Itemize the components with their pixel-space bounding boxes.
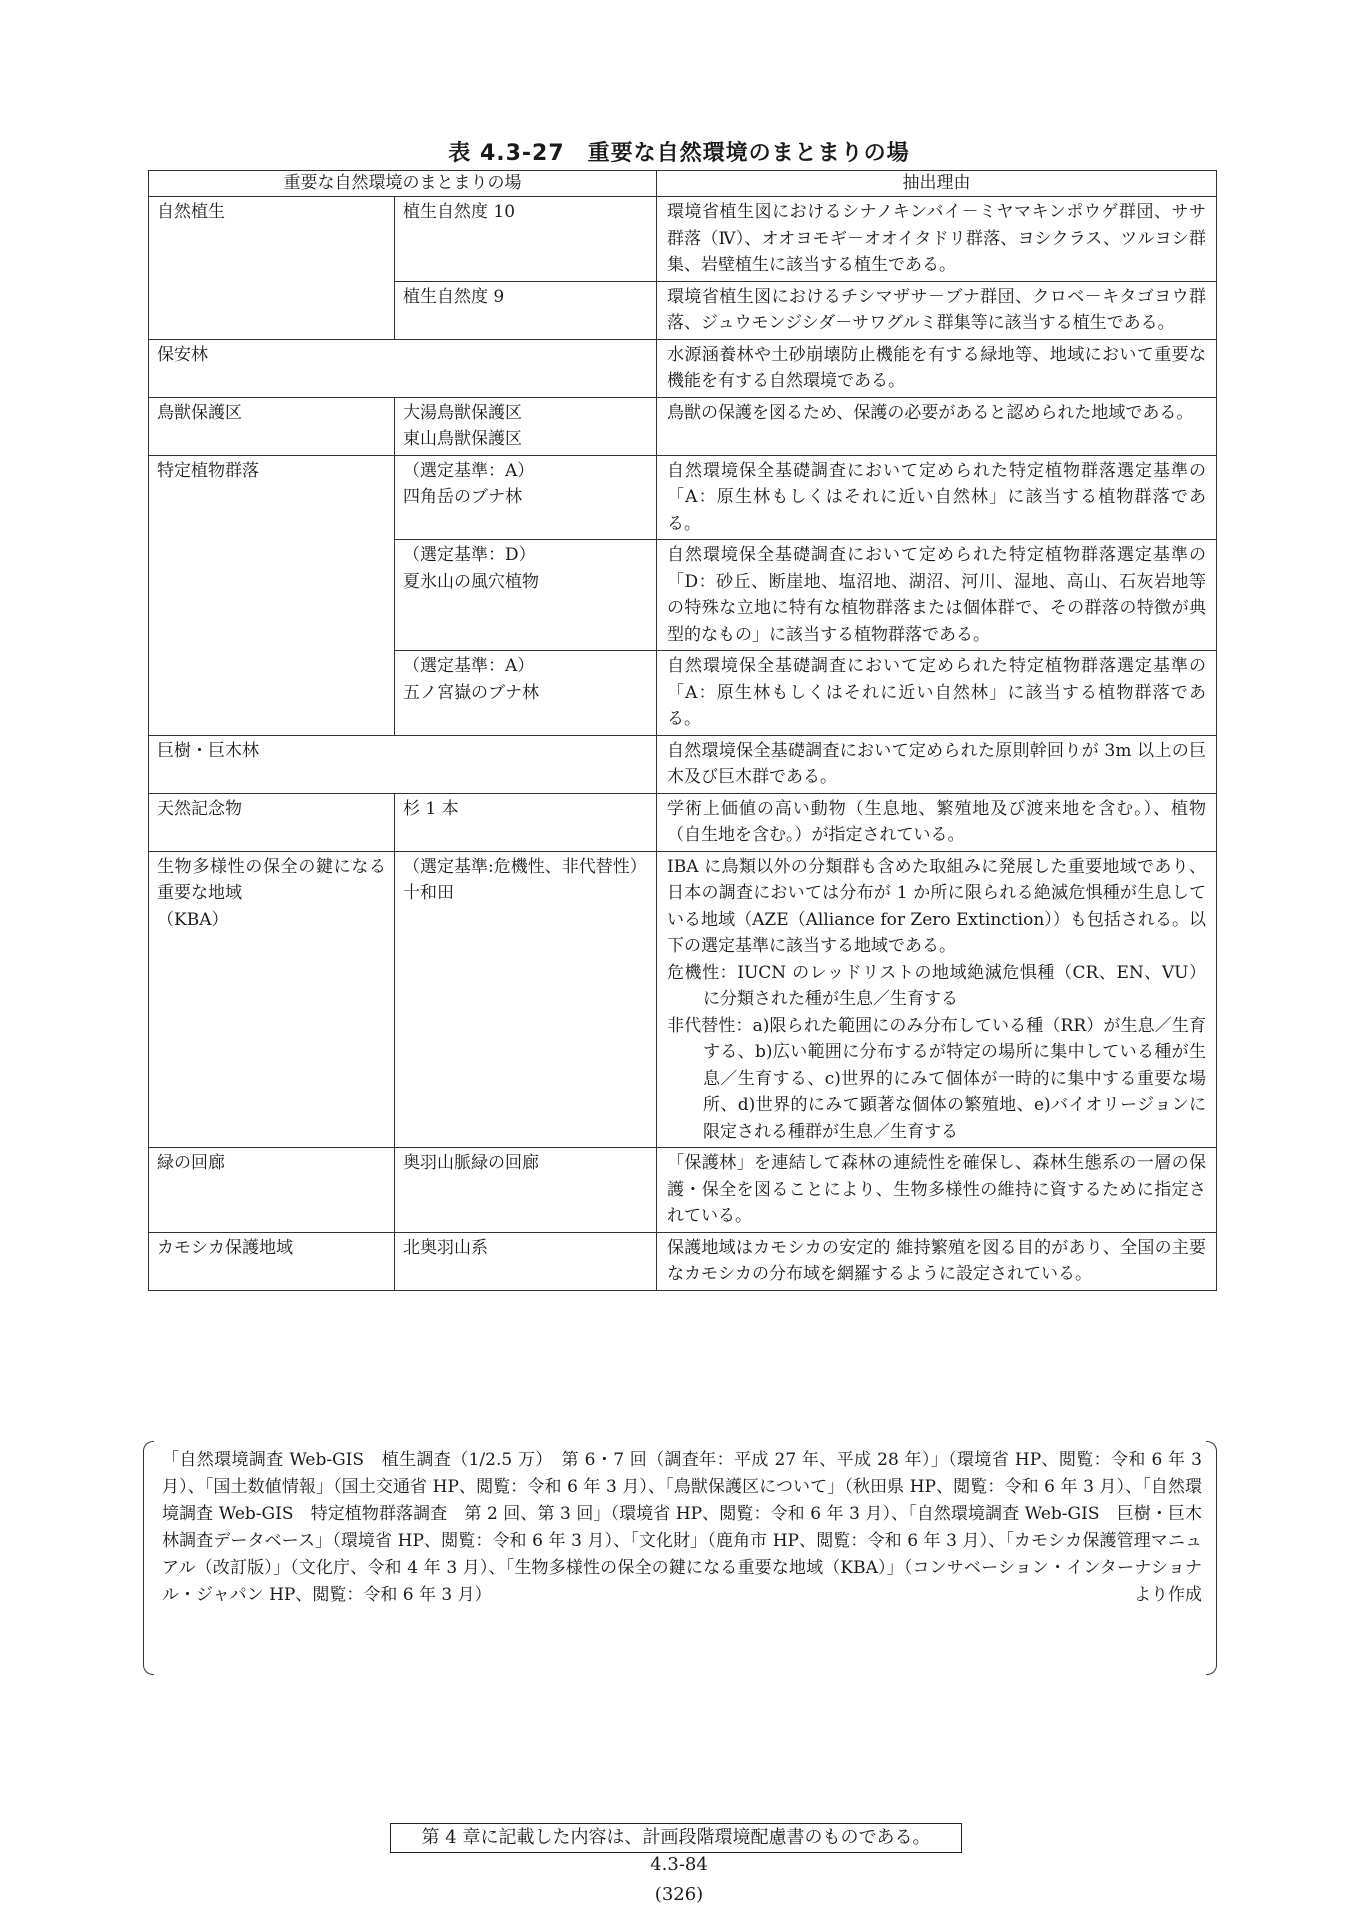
chapter-notice: 第 4 章に記載した内容は、計画段階環境配慮書のものである。 [390, 1823, 962, 1853]
category-cell: 特定植物群落 [149, 455, 395, 735]
category-cell: 巨樹・巨木林 [149, 735, 657, 793]
table-row [149, 735, 1217, 793]
reason-cell: 自然環境保全基礎調査において定められた特定植物群落選定基準の「A：原生林もしくはそれに近い自然林」に該当する植物群落である。 [657, 651, 1217, 736]
source-note [150, 1445, 1214, 1609]
source-credit: より作成 [1134, 1585, 1202, 1605]
subcategory-cell: 北奥羽山系 [395, 1232, 657, 1290]
site-name: 四角岳のブナ林 [403, 487, 522, 507]
subcategory-cell: 杉 1 本 [395, 793, 657, 851]
subcategory-cell [395, 397, 657, 455]
category-cell: 保安林 [149, 339, 657, 397]
subcategory-cell: 植生自然度 9 [395, 281, 657, 339]
reason-cell: 自然環境保全基礎調査において定められた原則幹回りが 3m 以上の巨木及び巨木群である。 [657, 735, 1217, 793]
subcategory-cell [395, 540, 657, 651]
selection-criteria: （選定基準：A） [403, 460, 535, 481]
category-abbrev: （KBA） [157, 909, 229, 930]
reason-cell: 「保護林」を連結して森林の連続性を確保し、森林生態系の一層の保護・保全を図ることにより、生物多様性の維持に資するために指定されている。 [657, 1148, 1217, 1233]
criterion-irreplaceability: 非代替性：a)限られた範囲にのみ分布している種（RR）が生息／生育する、b)広い範囲に分布するが特定の場所に集中している種が生息／生育する、c)世界的にみて個体が一時的に集中する重要な場所、d)世界的にみて顕著な個体の繁殖地、e)バイオリージョンに限定される種群が生息／生育する [667, 1015, 1206, 1142]
site-name: 夏氷山の風穴植物 [403, 571, 539, 592]
table-row [149, 793, 1217, 851]
reason-cell: 環境省植生図におけるチシマザサ－ブナ群団、クロベ－キタゴヨウ群落、ジュウモンジシダ－サワグルミ群集等に該当する植生である。 [657, 281, 1217, 339]
site-name: 五ノ宮嶽のブナ林 [403, 682, 539, 703]
criterion-threat: 危機性：IUCN のレッドリストの地域絶滅危惧種（CR、EN、VU）に分類された種が生息／生育する [667, 962, 1206, 1009]
table-row [149, 397, 1217, 455]
reason-cell: 環境省植生図におけるシナノキンバイ－ミヤマキンポウゲ群団、ササ群落（Ⅳ）、オオヨモギ－オオイタドリ群落、ヨシクラス、ツルヨシ群集、岩壁植生に該当する植生である。 [657, 197, 1217, 282]
table-title: 表 4.3-27 重要な自然環境のまとまりの場 [448, 141, 910, 166]
table-row [149, 197, 1217, 282]
page-total-number: (326) [654, 1884, 704, 1905]
table-row [149, 1232, 1217, 1290]
reason-cell [657, 851, 1217, 1148]
reason-cell: 鳥獣の保護を図るため、保護の必要があると認められた地域である。 [657, 397, 1217, 455]
reason-cell: 自然環境保全基礎調査において定められた特定植物群落選定基準の「A：原生林もしくはそれに近い自然林」に該当する植物群落である。 [657, 455, 1217, 540]
category-cell: 緑の回廊 [149, 1148, 395, 1233]
subcategory-cell [395, 851, 657, 1148]
reason-cell: 自然環境保全基礎調査において定められた特定植物群落選定基準の「D：砂丘、断崖地、塩沼地、湖沼、河川、湿地、高山、石灰岩地等の特殊な立地に特有な植物群落または個体群で、その群落の特徴が典型的なもの」に該当する植物群落である。 [657, 540, 1217, 651]
category-cell: 鳥獣保護区 [149, 397, 395, 455]
table-row [149, 339, 1217, 397]
subcategory-line: 大湯鳥獣保護区 [403, 402, 522, 423]
table-row [149, 455, 1217, 540]
selection-criteria: （選定基準:危機性、非代替性） [403, 856, 647, 877]
subcategory-cell: 奥羽山脈緑の回廊 [395, 1148, 657, 1233]
subcategory-cell [395, 455, 657, 540]
category-name: 生物多様性の保全の鍵になる重要な地域 [157, 856, 386, 903]
table-header-row [149, 171, 1217, 197]
site-name: 十和田 [403, 883, 454, 903]
category-cell: カモシカ保護地域 [149, 1232, 395, 1290]
header-area: 重要な自然環境のまとまりの場 [149, 171, 657, 197]
reason-text: IBA に鳥類以外の分類群も含めた取組みに発展した重要地域であり、日本の調査においては分布が 1 か所に限られる絶滅危惧種が生息している地域（AZE（Alliance for Zero Extinction））も包括される。以下の選定基準に該当する地域である。 [667, 856, 1206, 956]
selection-criteria: （選定基準：D） [403, 545, 536, 565]
category-cell: 自然植生 [149, 197, 395, 340]
page-number: 4.3-84 [650, 1854, 708, 1875]
subcategory-line: 東山鳥獣保護区 [403, 429, 522, 449]
source-text: 「自然環境調査 Web-GIS 植生調査（1/2.5 万） 第 6・7 回（調査年：平成 27 年、平成 28 年）」（環境省 HP、閲覧：令和 6 年 3 月）、「国土数値情報」（国土交通省 HP、閲覧：令和 6 年 3 月）、「鳥獣保護区について」（秋田県 HP、閲覧：令和 6 年 3 月）、「自然環境調査 Web-GIS 特定植物群落調査 第 2 回、第 3 回」（環境省 HP、閲覧：令和 6 年 3 月）、「自然環境調査 Web-GIS 巨樹・巨木林調査データベース」（環境省 HP、閲覧：令和 6 年 3 月）、「文化財」（鹿角市 HP、閲覧：令和 6 年 3 月）、「カモシカ保護管理マニュアル（改訂版）」（文化庁、令和 4 年 3 月）、「生物多様性の保全の鍵になる重要な地域（KBA）」（コンサベーション・インターナショナル・ジャパン HP、閲覧：令和 6 年 3 月） [162, 1450, 1202, 1605]
subcategory-cell [395, 651, 657, 736]
category-cell [149, 851, 395, 1148]
table-row [149, 851, 1217, 1148]
table-row [149, 1148, 1217, 1233]
nature-areas-table [148, 170, 1217, 1291]
reason-cell: 学術上価値の高い動物（生息地、繁殖地及び渡来地を含む。）、植物（自生地を含む。）が指定されている。 [657, 793, 1217, 851]
subcategory-cell: 植生自然度 10 [395, 197, 657, 282]
selection-criteria: （選定基準：A） [403, 656, 535, 676]
header-reason: 抽出理由 [657, 171, 1217, 197]
reason-cell: 保護地域はカモシカの安定的 維持繁殖を図る目的があり、全国の主要なカモシカの分布域を網羅するように設定されている。 [657, 1232, 1217, 1290]
category-cell: 天然記念物 [149, 793, 395, 851]
reason-cell: 水源涵養林や土砂崩壊防止機能を有する緑地等、地域において重要な機能を有する自然環境である。 [657, 339, 1217, 397]
